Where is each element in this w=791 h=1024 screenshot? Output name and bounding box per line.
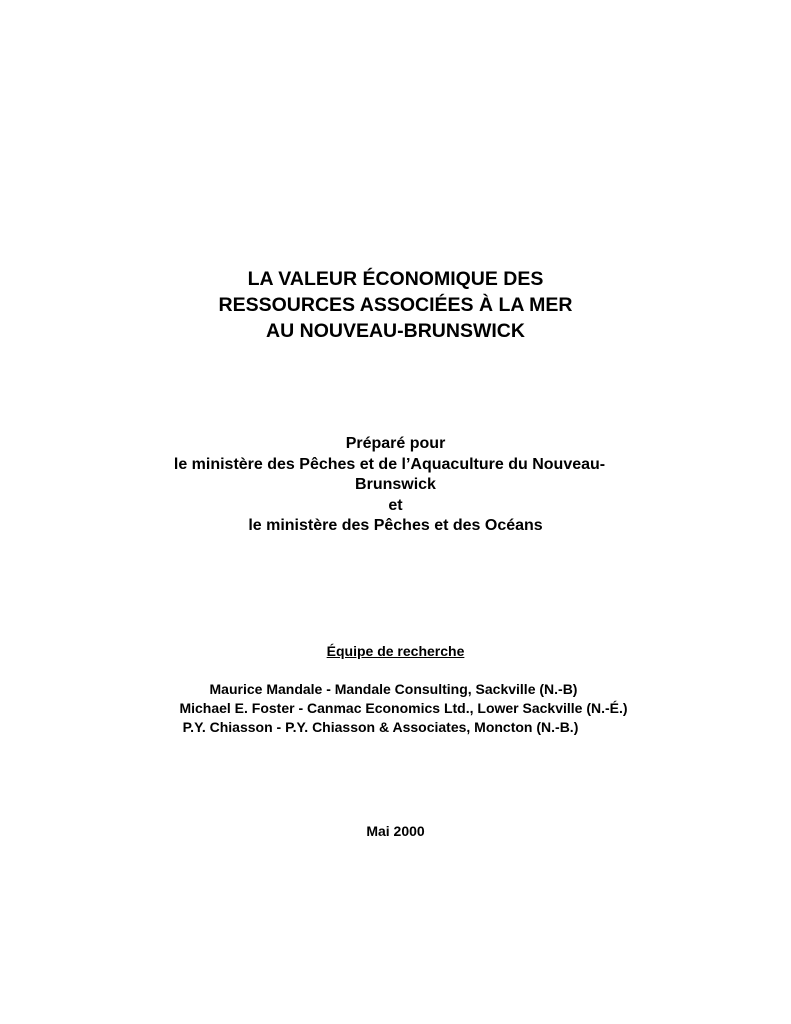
prepared-for-line: le ministère des Pêches et des Océans [248, 517, 543, 534]
prepared-for-line: le ministère des Pêches et de l’Aquaculture du Nouveau- [173, 455, 606, 473]
research-team-member: Maurice Mandale - Mandale Consulting, Sackville (N.-B) [209, 681, 578, 697]
prepared-for-label: Préparé pour [345, 435, 446, 452]
research-team-list [0, 680, 791, 737]
publication-date: Mai 2000 [366, 823, 425, 839]
prepared-for-section [0, 434, 791, 537]
research-team-member: P.Y. Chiasson - P.Y. Chiasson & Associates, Moncton (N.-B.) [182, 719, 579, 735]
research-team-heading: Équipe de recherche [326, 643, 465, 659]
title-line: RESSOURCES ASSOCIÉES À LA MER [218, 294, 573, 316]
prepared-for-conjunction: et [388, 496, 403, 514]
prepared-for-line: Brunswick [355, 476, 436, 493]
title-line: LA VALEUR ÉCONOMIQUE DES [247, 268, 544, 290]
title-line: AU NOUVEAU-BRUNSWICK [266, 320, 525, 342]
research-team-member: Michael E. Foster - Canmac Economics Ltd., Lower Sackville (N.-É.) [179, 700, 628, 716]
document-title [0, 266, 791, 344]
